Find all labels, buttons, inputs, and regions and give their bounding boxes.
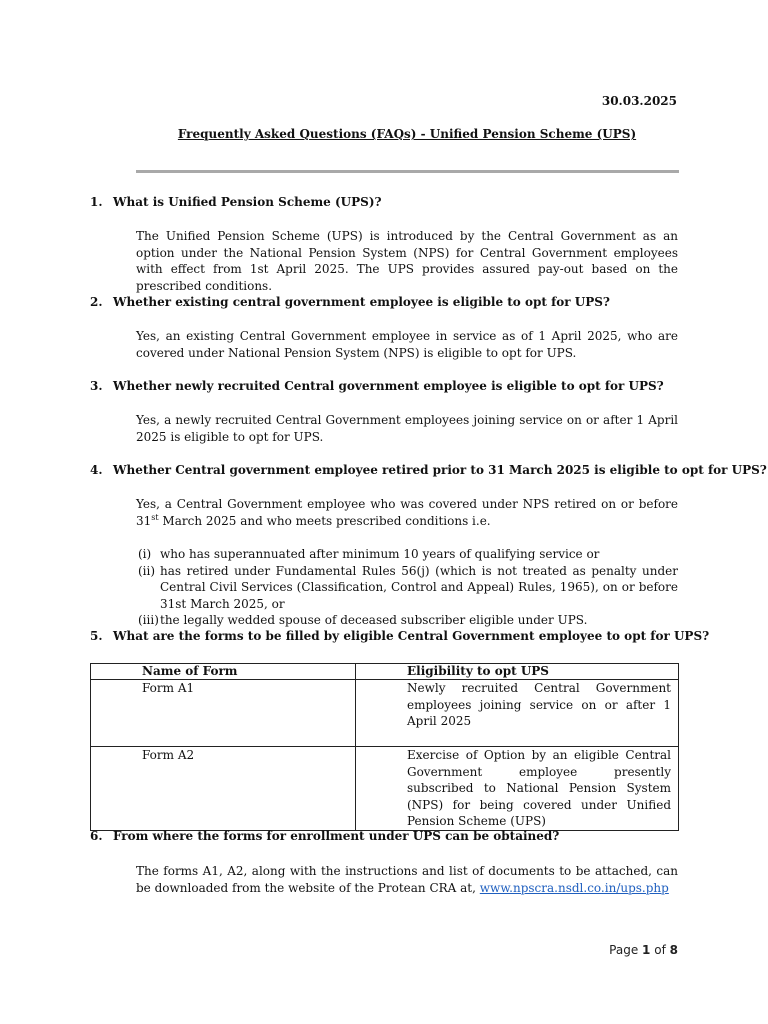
condition-text: who has superannuated after minimum 10 years of qualifying service or [160,547,600,561]
faq-question-text: Whether Central government employee retired prior to 31 March 2025 is eligible to opt for UPS? [113,463,767,477]
faq-question-text: Whether newly recruited Central government employee is eligible to opt for UPS? [113,379,664,393]
current-page: 1 [642,943,651,957]
document-title: Frequently Asked Questions (FAQs) - Unified Pension Scheme (UPS) [177,127,637,141]
eligibility-cell: Exercise of Option by an eligible Central Government employee presently subscribed to National Pension System (NPS) for being covered under Unified Pension Scheme (UPS) [356,747,679,831]
condition-text: has retired under Fundamental Rules 56(j) (which is not treated as penalty under Central Civil Services (Classification, Control and Appeal) Rules, 1965), on or before 31st March 2025, or [160,563,678,611]
ups-download-link[interactable]: www.npscra.nsdl.co.in/ups.php [479,880,669,895]
faq-question-1 [90,194,382,211]
faq-question-text: From where the forms for enrollment under UPS can be obtained? [113,829,560,843]
condition-item [136,612,678,629]
faq-number: 4. [90,463,103,477]
page-indicator [609,942,678,959]
table-row [91,747,679,831]
faq-answer-6 [136,863,678,896]
column-header-eligibility: Eligibility to opt UPS [356,664,679,680]
faq-question-text: What are the forms to be filled by eligible Central Government employee to opt for UPS? [113,629,710,643]
ordinal-suffix: st [151,512,159,522]
faq-number: 1. [90,195,103,209]
eligibility-cell: Newly recruited Central Government employees joining service on or after 1 April 2025 [356,680,679,747]
faq-answer-2: Yes, an existing Central Government employee in service as of 1 April 2025, who are covered under National Pension System (NPS) is eligible to opt for UPS. [136,329,678,360]
faq-question-3 [90,378,664,395]
faq-answer-1: The Unified Pension Scheme (UPS) is introduced by the Central Government as an option under the National Pension System (NPS) for Central Government employees with effect from 1st April 2025. The UPS provides assured pay-out based on the prescribed conditions. [136,229,678,293]
faq-number: 3. [90,379,103,393]
faq-number: 2. [90,295,103,309]
faq-number: 5. [90,629,103,643]
form-name-cell: Form A1 [91,680,356,747]
faq-answer-3: Yes, a newly recruited Central Government employees joining service on or after 1 April 2025 is eligible to opt for UPS. [136,413,678,444]
page-label: Page [609,943,639,957]
condition-number: (iii) [138,613,159,627]
document-date: 30.03.2025 [601,94,677,108]
condition-number: (i) [138,547,152,561]
condition-number: (ii) [138,563,156,578]
condition-item [136,563,678,613]
faq-answer-text: The forms A1, A2, along with the instructions and list of documents to be attached, can be downloaded from the website of the Protean CRA at, [136,864,678,895]
condition-text: the legally wedded spouse of deceased subscriber eligible under UPS. [160,613,588,627]
faq-question-text: Whether existing central government employee is eligible to opt for UPS? [113,295,610,309]
table-row [91,680,679,747]
faq-answer-text-cont: March 2025 and who meets prescribed conditions i.e. [158,513,491,528]
faq-question-5 [90,628,709,645]
faq-question-4 [90,462,767,479]
condition-item [136,546,678,563]
faq-question-2 [90,294,610,311]
of-label: of [654,943,666,957]
faq-answer-text: Yes, a Central Government employee who was covered under NPS retired on or before 31 [136,497,678,528]
faq-question-6 [90,828,559,845]
form-name-cell: Form A2 [91,747,356,831]
faq-number: 6. [90,829,103,843]
faq-question-text: What is Unified Pension Scheme (UPS)? [113,195,382,209]
eligibility-conditions-list [136,546,678,629]
faq-answer-4 [136,496,678,529]
column-header-form-name: Name of Form [91,664,356,680]
table-header-row [91,664,679,680]
header-divider [136,170,679,173]
total-pages: 8 [669,943,678,957]
forms-table [90,663,679,831]
